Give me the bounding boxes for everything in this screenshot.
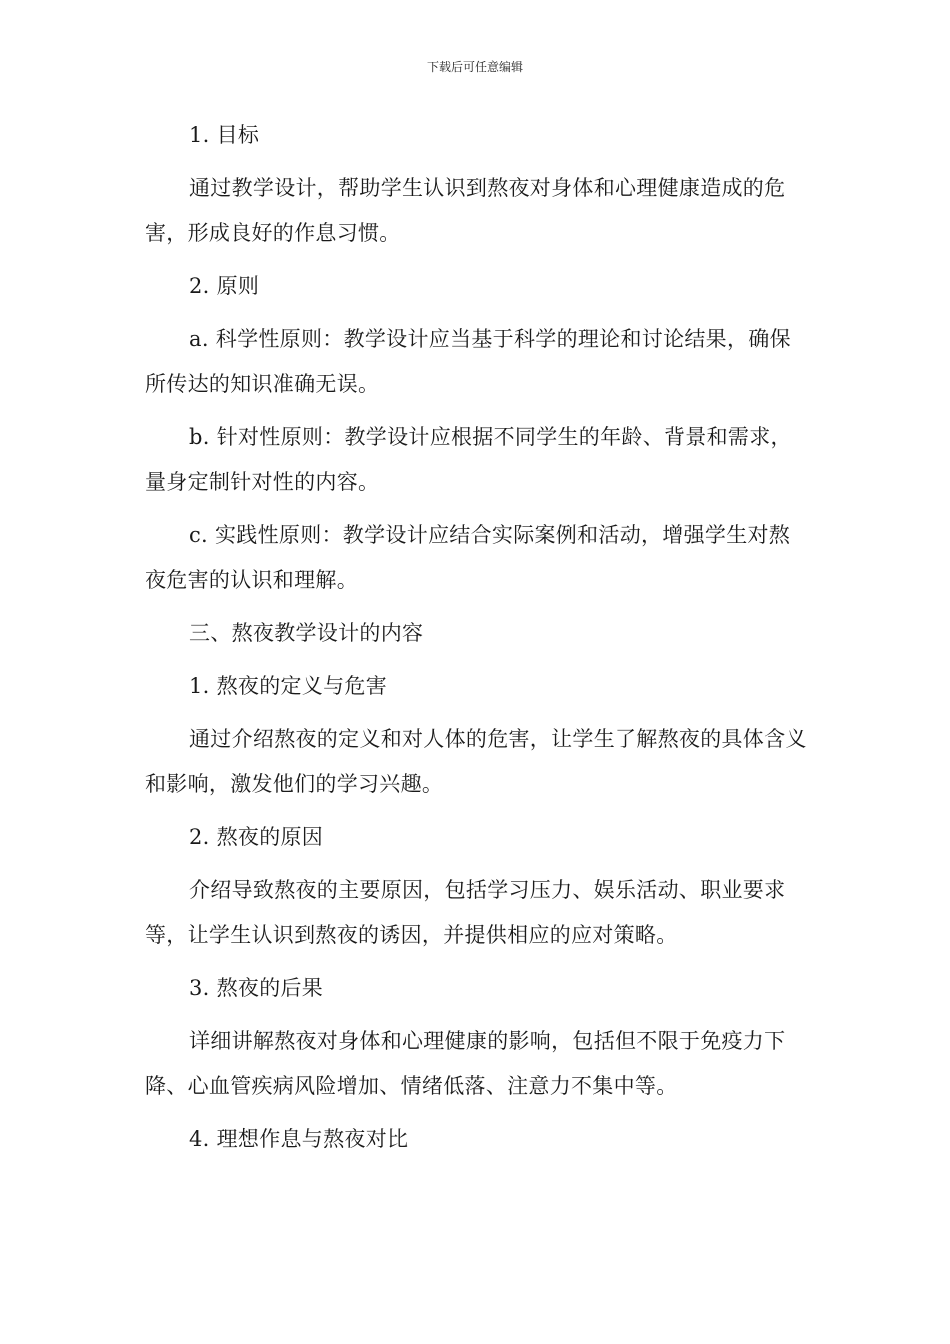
page-header: 下载后可任意编辑 — [426, 60, 523, 74]
paragraph-causes: 介绍导致熬夜的主要原因，包括学习压力、娱乐活动、职业要求等，让学生认识到熬夜的诱因，并提供相应的应对策略。 — [145, 878, 786, 947]
paragraph-principle-c: c. 实践性原则：教学设计应结合实际案例和活动，增强学生对熬夜危害的认识和理解。 — [145, 523, 791, 592]
heading-comparison: 4. 理想作息与熬夜对比 — [189, 1127, 409, 1151]
paragraph-goal: 通过教学设计，帮助学生认识到熬夜对身体和心理健康造成的危害，形成良好的作息习惯。 — [145, 176, 786, 245]
paragraph-principle-b: b. 针对性原则：教学设计应根据不同学生的年龄、背景和需求，量身定制针对性的内容。 — [145, 425, 792, 494]
paragraph-definition: 通过介绍熬夜的定义和对人体的危害，让学生了解熬夜的具体含义和影响，激发他们的学习兴趣。 — [145, 727, 807, 796]
heading-principles: 2. 原则 — [189, 274, 260, 298]
heading-goal: 1. 目标 — [189, 123, 260, 147]
heading-causes: 2. 熬夜的原因 — [189, 825, 324, 849]
paragraph-consequences: 详细讲解熬夜对身体和心理健康的影响，包括但不限于免疫力下降、心血管疾病风险增加、情绪低落、注意力不集中等。 — [145, 1029, 786, 1098]
paragraph-principle-a: a. 科学性原则：教学设计应当基于科学的理论和讨论结果，确保所传达的知识准确无误。 — [145, 327, 791, 396]
document-body — [145, 113, 810, 1170]
heading-definition: 1. 熬夜的定义与危害 — [189, 674, 388, 698]
heading-consequences: 3. 熬夜的后果 — [189, 976, 324, 1000]
section-heading-content: 三、熬夜教学设计的内容 — [189, 621, 424, 645]
